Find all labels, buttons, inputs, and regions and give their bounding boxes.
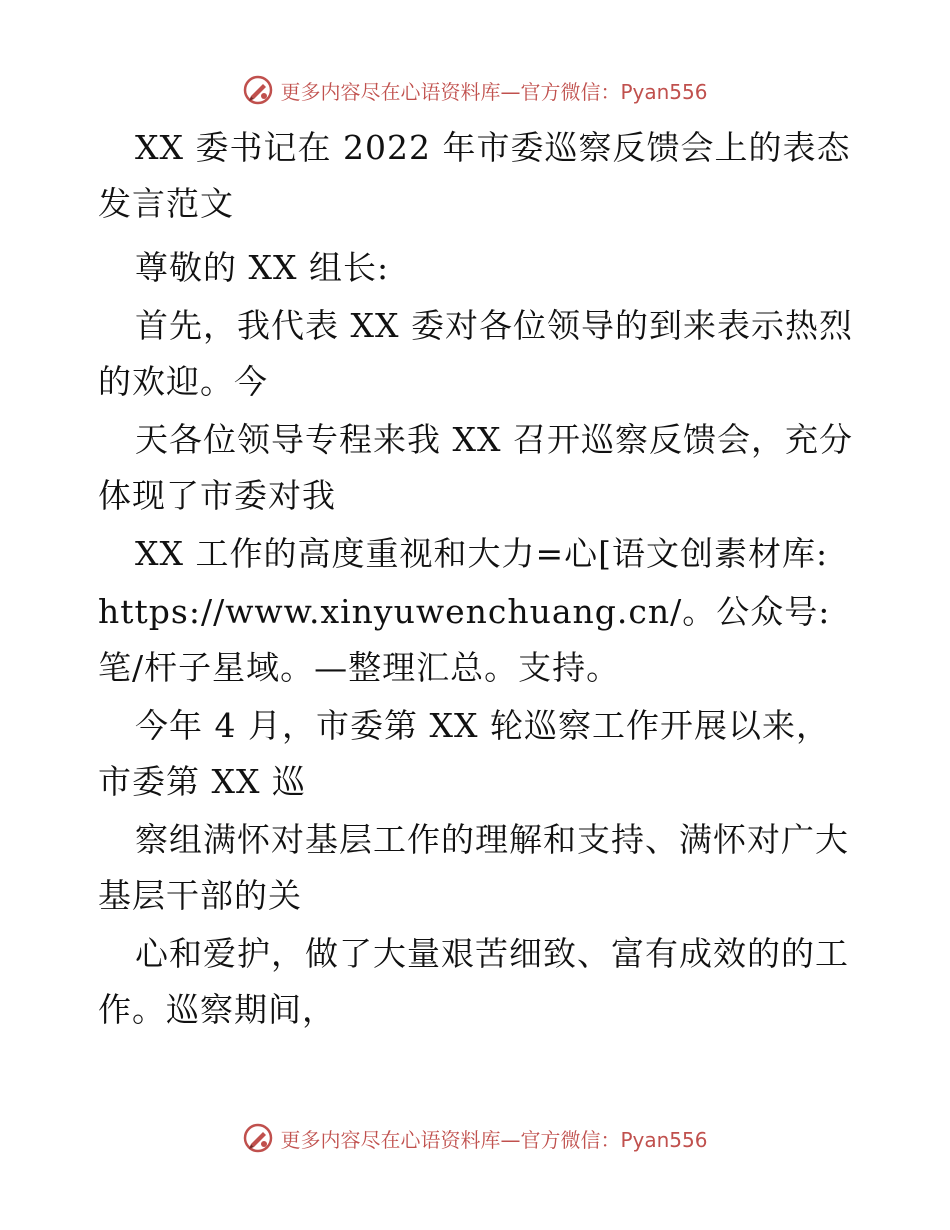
doc-paragraph-line: XX 工作的高度重视和大力=心[语文创素材库: [135, 534, 829, 573]
header-banner-text: 更多内容尽在心语资料库—官方微信：Pyan556 [280, 79, 708, 104]
doc-paragraph-line: 市委第 XX 巡 [98, 762, 306, 801]
doc-paragraph-line: 的欢迎。今 [98, 362, 268, 401]
footer-banner-text: 更多内容尽在心语资料库—官方微信：Pyan556 [280, 1127, 708, 1152]
pen-seal-logo-icon [242, 1122, 274, 1154]
doc-paragraph-line: 察组满怀对基层工作的理解和支持、满怀对广大 [135, 820, 849, 859]
doc-paragraph-line: 笔/杆子星域。—整理汇总。支持。 [98, 648, 621, 687]
doc-title-line-2: 发言范文 [98, 184, 234, 223]
doc-paragraph-line: 首先，我代表 XX 委对各位领导的到来表示热烈 [135, 306, 853, 345]
header-banner [0, 68, 950, 112]
doc-paragraph-line: 基层干部的关 [98, 876, 302, 915]
footer-banner [0, 1116, 950, 1160]
doc-paragraph-line: 今年 4 月，市委第 XX 轮巡察工作开展以来， [135, 706, 830, 745]
doc-salutation: 尊敬的 XX 组长: [135, 248, 390, 287]
doc-paragraph-line: 作。巡察期间， [98, 990, 336, 1029]
doc-url-line: https://www.xinyuwenchuang.cn/。公众号: [98, 592, 831, 631]
doc-paragraph-line: 天各位领导专程来我 XX 召开巡察反馈会，充分 [135, 420, 853, 459]
doc-paragraph-line: 心和爱护，做了大量艰苦细致、富有成效的的工 [135, 934, 849, 973]
doc-title-line-1: XX 委书记在 2022 年市委巡察反馈会上的表态 [135, 128, 851, 167]
pen-seal-logo-icon [242, 74, 274, 106]
doc-paragraph-line: 体现了市委对我 [98, 476, 336, 515]
